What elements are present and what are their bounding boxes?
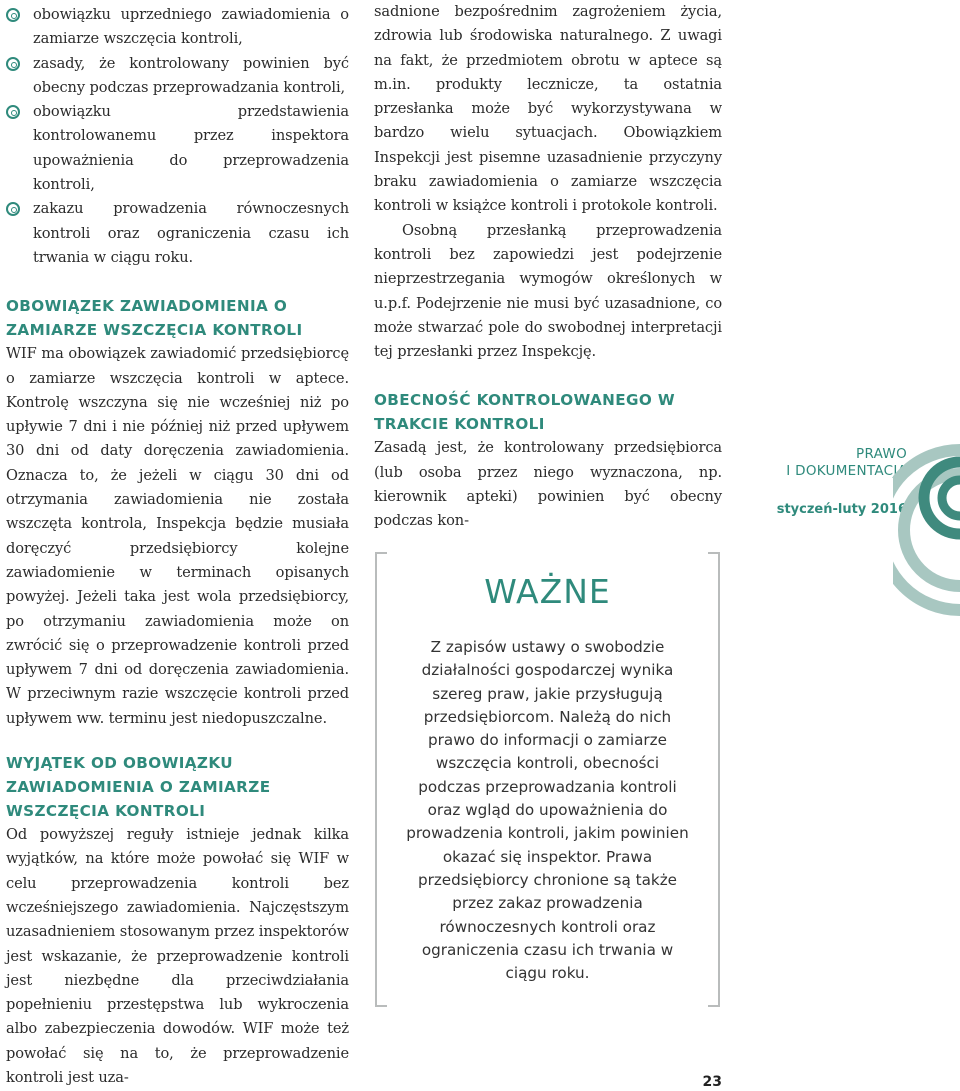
right-bracket [708,552,720,1007]
paragraph-notification: WIF ma obowiązek zawiadomić przedsiębiorcę o zamiarze wszczęcia kontroli w aptece. Kontrolę wszczyna się nie wcześniej niż po upływie 7 dni i nie później niż przed upływem 30 dni od daty doręczenia zawiadomienia. Oznacza to, że jeżeli w ciągu 30 dni od otrzymania zawiadomienia nie została wszczęta kontrola, Inspekcja będzie musiała doręczyć przedsiębiorcy kolejne zawiadomienie w terminach opisanych powyżej. Jeżeli taka jest wola przedsiębiorcy, po otrzymaniu zawiadomienia może on zwrócić się o przeprowadzenie kontroli przed upływem 7 dni od doręczenia zawiadomienia. W przeciwnym razie wszczęcie kontroli przed upływem ww. terminu jest niedopuszczalne. [6,345,349,727]
ring-bullet-icon [6,202,20,216]
section-label [752,446,907,517]
bullet-list [6,0,349,270]
list-item-text: zakazu prowadzenia równoczesnych kontroli oraz ograniczenia czasu ich trwania w ciągu roku. [33,200,349,266]
paragraph-presence: Zasadą jest, że kontrolowany przedsiębiorca (lub osoba przez niego wyznaczona, np. kierownik apteki) powinien być obecny podczas kon- [374,439,722,530]
paragraph-continuation: sadnione bezpośrednim zagrożeniem życia, zdrowia lub środowiska naturalnego. Z uwagi na fakt, że przedmiotem obrotu w aptece są m.in. produkty lecznicze, ta ostatnia przesłanka może być wykorzystywana w bardzo wielu sytuacjach. Obowiązkiem Inspekcji jest pisemne uzasadnienie przyczyny braku zawiadomienia o zamiarze wszczęcia kontroli w książce kontroli i protokole kontroli. [374,3,722,215]
important-box-text: Z zapisów ustawy o swobodzie działalności gospodarczej wynika szereg praw, jakie przysługują przedsiębiorcom. Należą do nich prawo do informacji o zamiarze wszczęcia kontroli, obecności podczas przeprowadzania kontroli oraz wgląd do upoważnienia do prowadzenia kontroli, jakim powinien okazać się inspektor. Prawa przedsiębiorcy chronione są także przez zakaz prowadzenia równoczesnych kontroli oraz ograniczenia czasu ich trwania w ciągu roku. [406,638,689,983]
important-box [375,552,720,1007]
paragraph-suspicion: Osobną przesłanką przeprowadzenia kontroli bez zapowiedzi jest podejrzenie nieprzestrzegania wymogów określonych w u.p.f. Podejrzenie nie musi być uzasadnione, co może stwarzać pole do swobodnej interpretacji tej przesłanki przez Inspekcję. [374,221,722,361]
list-item [6,52,349,101]
issue-date: styczeń-luty 2016 [776,502,907,517]
ring-bullet-icon [6,57,20,71]
section-label-line-1: PRAWO [856,446,907,462]
page-number: 23 [702,1074,722,1090]
ring-bullet-icon [6,8,20,22]
decorative-rings-icon [893,440,960,620]
section-label-line-2: I DOKUMENTACJA [786,463,907,479]
paragraph-exception: Od powyższej reguły istnieje jednak kilka wyjątków, na które może powołać się WIF w celu przeprowadzenia kontroli bez wcześniejszego zawiadomienia. Najczęstszym uzasadnieniem stosowanym przez inspektorów jest wskazanie, że przeprowadzenie kontroli jest niezbędne dla przeciwdziałania popełnieniu przestępstwa lub wykroczenia albo zabezpieczenia dowodów. WIF może też powołać się na to, że przeprowadzenie kontroli jest uza- [6,826,349,1086]
left-column [6,0,349,1090]
section-heading-notification: OBOWIĄZEK ZAWIADOMIENIA O ZAMIARZE WSZCZĘCIA KONTROLI [6,297,303,340]
list-item-text: obowiązku uprzedniego zawiadomienia o zamiarze wszczęcia kontroli, [33,6,349,48]
list-item [6,100,349,197]
important-box-title: WAŻNE [484,572,611,611]
ring-core-dark [942,480,960,516]
left-bracket [375,552,387,1007]
list-item-text: obowiązku przedstawienia kontrolowanemu przez inspektora upoważnienia do przeprowadzenia kontroli, [33,103,349,194]
list-item [6,197,349,270]
middle-column [374,0,722,534]
section-heading-presence: OBECNOŚĆ KONTROLOWANEGO W TRAKCIE KONTROLI [374,391,676,434]
list-item [6,3,349,52]
ring-bullet-icon [6,105,20,119]
section-heading-exception: WYJĄTEK OD OBOWIĄZKU ZAWIADOMIENIA O ZAMIARZE WSZCZĘCIA KONTROLI [6,754,271,821]
list-item-text: zasady, że kontrolowany powinien być obecny podczas przeprowadzania kontroli, [33,54,349,96]
